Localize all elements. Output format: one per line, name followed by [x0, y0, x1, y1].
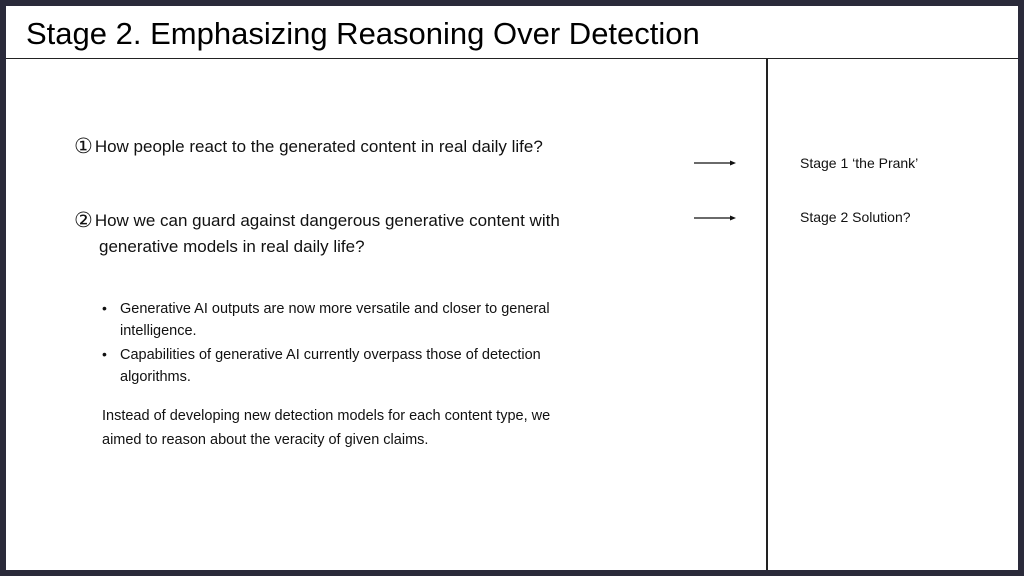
bullet-item [102, 298, 612, 342]
summary-line2: aimed to reason about the veracity of given claims. [102, 432, 429, 448]
question-2-text-line1: How we can guard against dangerous generative content with [94, 211, 560, 230]
vertical-divider [766, 59, 768, 570]
bullet-1-line1: Generative AI outputs are now more versatile and closer to general [120, 301, 550, 317]
slide-title: Stage 2. Emphasizing Reasoning Over Detection [26, 16, 700, 51]
arrow-right-icon [694, 213, 736, 223]
slide [6, 6, 1018, 570]
bullet-1-line2: intelligence. [120, 323, 197, 339]
bullet-2-line1: Capabilities of generative AI currently overpass those of detection [120, 347, 541, 363]
question-1-text: How people react to the generated content in real daily life? [94, 137, 543, 156]
question-2 [74, 208, 634, 260]
side-label-stage2: Stage 2 Solution? [800, 209, 911, 225]
title-bar [6, 6, 1018, 59]
bullet-item [102, 344, 612, 388]
summary-text [102, 404, 632, 452]
question-1 [74, 134, 634, 160]
summary-line1: Instead of developing new detection models for each content type, we [102, 408, 551, 424]
question-2-text-line2: generative models in real daily life? [99, 237, 365, 256]
bullet-dot-icon: • [102, 346, 107, 362]
bullet-list [102, 298, 612, 390]
arrow-right-icon [694, 158, 736, 168]
question-2-number: ② [74, 209, 93, 232]
side-label-stage1: Stage 1 ‘the Prank’ [800, 155, 919, 171]
question-1-number: ① [74, 135, 93, 158]
bullet-2-line2: algorithms. [120, 369, 191, 385]
bullet-dot-icon: • [102, 300, 107, 316]
